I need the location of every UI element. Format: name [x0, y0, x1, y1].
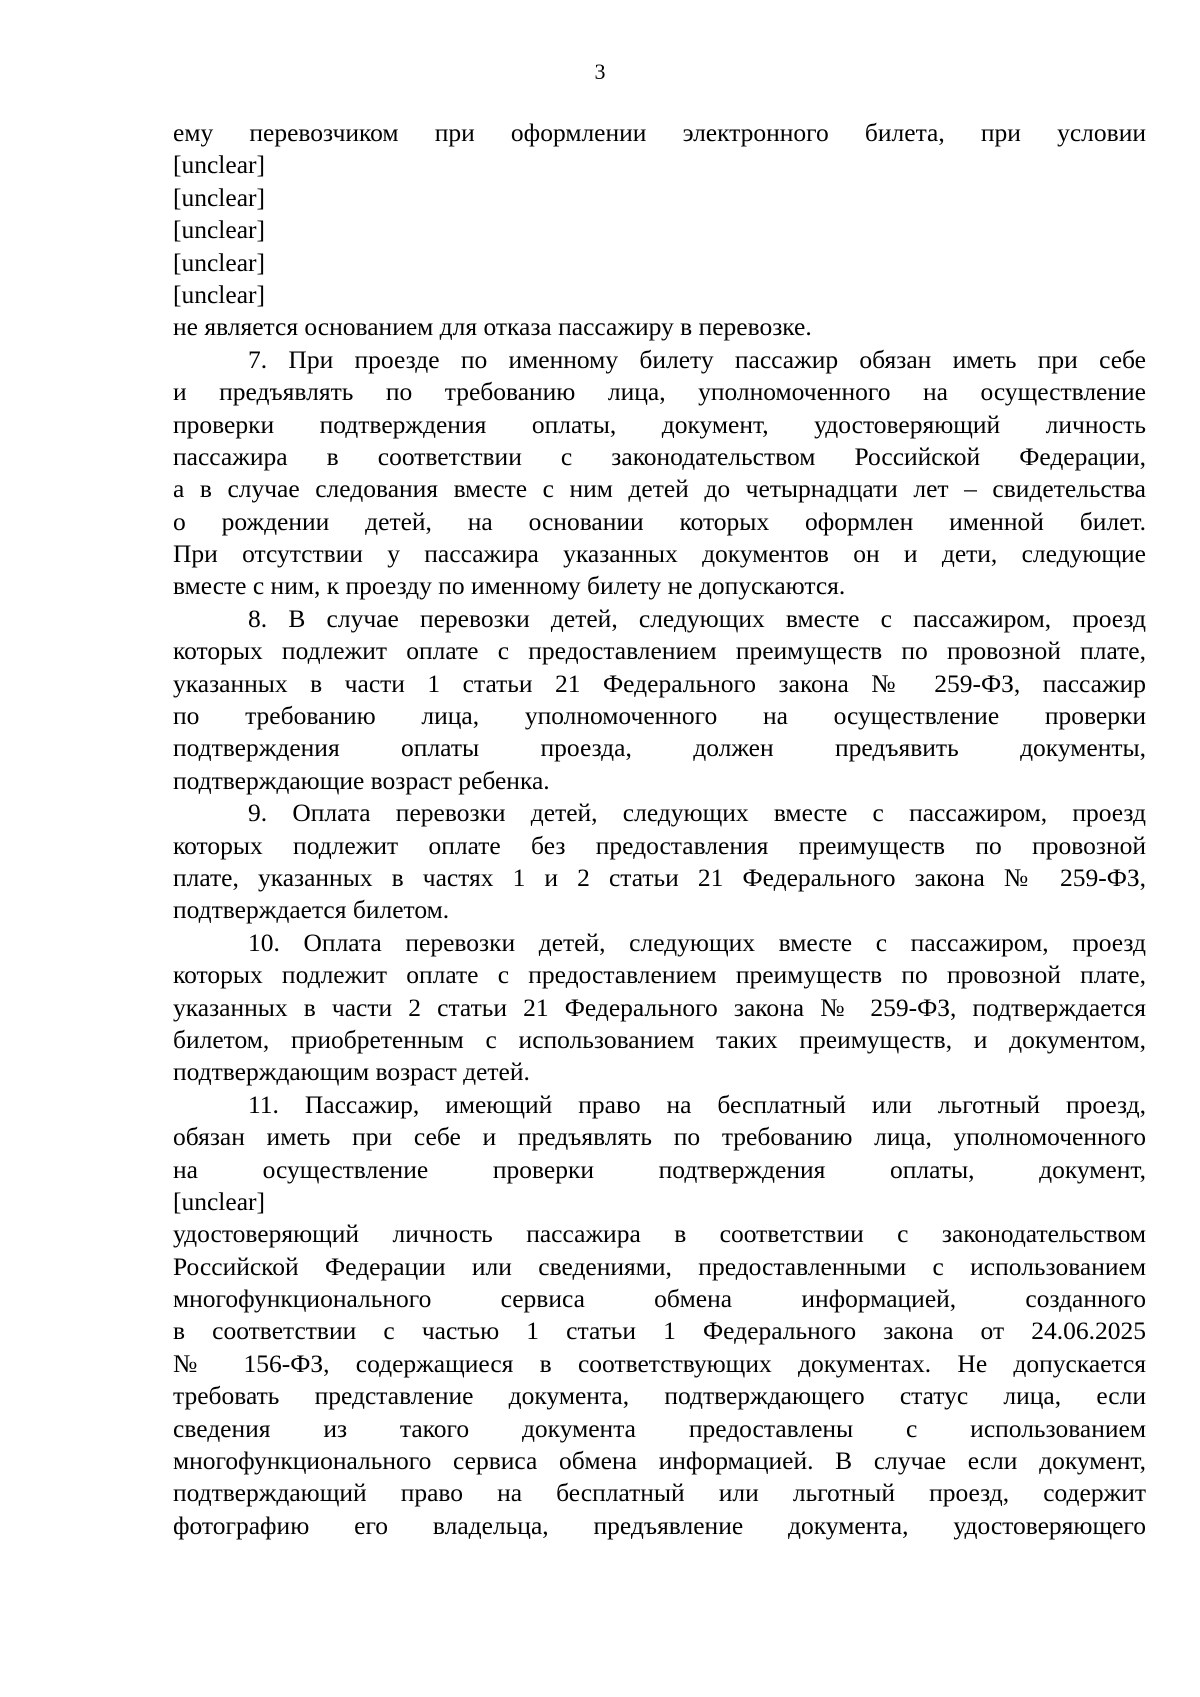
- text-line: подтверждающие возраст ребенка.: [173, 765, 550, 795]
- text-line: а в случае следования вместе с ним детей до четырнадцати лет – свидетельства: [173, 474, 1146, 504]
- text-line: [unclear]: [173, 182, 266, 212]
- text-line: подтверждающим возраст детей.: [173, 1057, 530, 1087]
- text-line: требовать представление документа, подтверждающего статус лица, если: [173, 1381, 1146, 1411]
- text-line: подтверждающий право на бесплатный или льготный проезд, содержит: [173, 1478, 1146, 1508]
- text-line: подтверждения оплаты проезда, должен предъявить документы,: [173, 733, 1146, 763]
- text-line: Российской Федерации или сведениями, предоставленными с использованием: [173, 1251, 1146, 1281]
- text-line: проверки подтверждения оплаты, документ, удостоверяющий личность: [173, 409, 1146, 439]
- text-line: 7. При проезде по именному билету пассажир обязан иметь при себе: [248, 344, 1146, 374]
- text-line: 9. Оплата перевозки детей, следующих вместе с пассажиром, проезд: [248, 798, 1146, 828]
- text-line: указанных в части 1 статьи 21 Федерального закона № 259-ФЗ, пассажир: [173, 668, 1146, 698]
- text-line: пассажира в соответствии с законодательством Российской Федерации,: [173, 441, 1146, 471]
- paragraph: [173, 927, 1146, 1089]
- document-body: [173, 117, 1146, 1542]
- text-line: № 156-ФЗ, содержащиеся в соответствующих документах. Не допускается: [173, 1348, 1146, 1378]
- paragraph: [173, 603, 1146, 797]
- text-line: 11. Пассажир, имеющий право на бесплатный или льготный проезд,: [248, 1089, 1146, 1119]
- text-line: указанных в части 2 статьи 21 Федерального закона № 259-ФЗ, подтверждается: [173, 992, 1146, 1022]
- text-line: [unclear]: [173, 215, 266, 245]
- text-line: [unclear]: [173, 279, 266, 309]
- text-line: ему перевозчиком при оформлении электронного билета, при условии: [173, 118, 1146, 147]
- text-line: на осуществление проверки подтверждения оплаты, документ,: [173, 1154, 1146, 1184]
- text-line: обязан иметь при себе и предъявлять по требованию лица, уполномоченного: [173, 1122, 1146, 1152]
- text-line: по требованию лица, уполномоченного на осуществление проверки: [173, 701, 1146, 731]
- paragraph: [173, 117, 1146, 344]
- text-line: [unclear]: [173, 1186, 266, 1216]
- text-line: фотографию его владельца, предъявление документа, удостоверяющего: [173, 1510, 1146, 1540]
- text-line: 10. Оплата перевозки детей, следующих вместе с пассажиром, проезд: [248, 927, 1146, 957]
- text-line: которых подлежит оплате с предоставлением преимуществ по провозной плате,: [173, 636, 1146, 666]
- paragraph: [173, 1089, 1146, 1542]
- text-line: которых подлежит оплате с предоставлением преимуществ по провозной плате,: [173, 960, 1146, 990]
- text-line: удостоверяющий личность пассажира в соответствии с законодательством: [173, 1219, 1146, 1249]
- text-line: 8. В случае перевозки детей, следующих вместе с пассажиром, проезд: [248, 603, 1146, 633]
- text-line: в соответствии с частью 1 статьи 1 Федерального закона от 24.06.2025: [173, 1316, 1146, 1346]
- text-line: [unclear]: [173, 247, 266, 277]
- text-line: многофункционального сервиса обмена информацией, созданного: [173, 1284, 1146, 1314]
- text-line: которых подлежит оплате без предоставления преимуществ по провозной: [173, 830, 1146, 860]
- text-line: подтверждается билетом.: [173, 895, 450, 925]
- text-line: сведения из такого документа предоставлены с использованием: [173, 1413, 1146, 1443]
- text-line: При отсутствии у пассажира указанных документов он и дети, следующие: [173, 539, 1146, 569]
- paragraph: [173, 344, 1146, 603]
- text-line: многофункционального сервиса обмена информацией. В случае если документ,: [173, 1446, 1146, 1476]
- text-line: не является основанием для отказа пассажиру в перевозке.: [173, 312, 812, 342]
- text-line: и предъявлять по требованию лица, уполномоченного на осуществление: [173, 377, 1146, 407]
- text-line: вместе с ним, к проезду по именному билету не допускаются.: [173, 571, 846, 601]
- text-line: [unclear]: [173, 150, 266, 180]
- text-line: о рождении детей, на основании которых оформлен именной билет.: [173, 506, 1146, 536]
- paragraph: [173, 797, 1146, 927]
- page-number: 3: [594, 59, 606, 84]
- text-line: плате, указанных в частях 1 и 2 статьи 21 Федерального закона № 259-ФЗ,: [173, 862, 1146, 892]
- text-line: билетом, приобретенным с использованием таких преимуществ, и документом,: [173, 1024, 1146, 1054]
